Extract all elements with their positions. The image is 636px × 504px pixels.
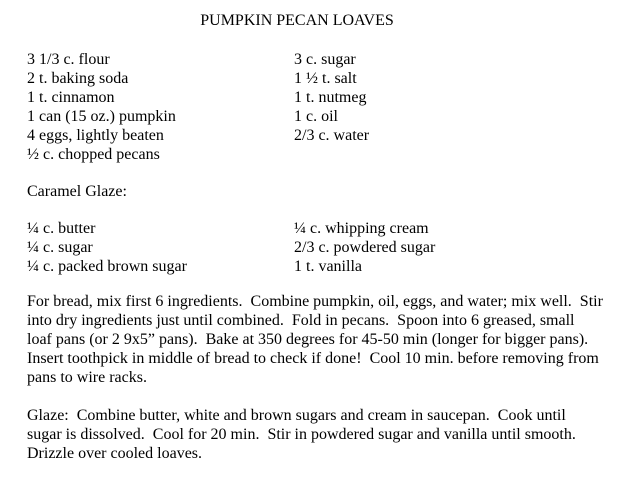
instruction-line: pans to wire racks. <box>27 369 147 386</box>
ingredient-item: 2/3 c. water <box>294 127 370 144</box>
glaze-ingredients-list <box>27 219 636 276</box>
instruction-line: For bread, mix first 6 ingredients. Combine pumpkin, oil, eggs, and water; mix well. Stir <box>27 293 603 310</box>
instruction-line: Drizzle over cooled loaves. <box>27 445 203 462</box>
ingredient-item: ¼ c. sugar <box>27 239 93 256</box>
bread-instructions-paragraph <box>27 292 627 387</box>
ingredient-item: 3 1/3 c. flour <box>27 51 110 68</box>
ingredient-item: ½ c. chopped pecans <box>27 146 160 163</box>
instruction-line: sugar is dissolved. Cool for 20 min. Stir in powdered sugar and vanilla until smooth. <box>27 426 576 443</box>
ingredient-item: 2/3 c. powdered sugar <box>294 239 436 256</box>
recipe-title: PUMPKIN PECAN LOAVES <box>200 12 394 29</box>
ingredient-item: ¼ c. packed brown sugar <box>27 258 187 275</box>
glaze-instructions-paragraph <box>27 406 627 463</box>
ingredient-item: 1 t. cinnamon <box>27 89 115 106</box>
instruction-line: Insert toothpick in middle of bread to check if done! Cool 10 min. before removing from <box>27 350 599 367</box>
ingredient-item: 3 c. sugar <box>294 51 356 68</box>
ingredient-item: 2 t. baking soda <box>27 70 129 87</box>
instruction-line: Glaze: Combine butter, white and brown sugars and cream in saucepan. Cook until <box>27 407 566 424</box>
ingredient-item: 1 t. nutmeg <box>294 89 367 106</box>
instruction-line: into dry ingredients just until combined. Fold in pecans. Spoon into 6 greased, small <box>27 312 575 329</box>
ingredient-item: 4 eggs, lightly beaten <box>27 127 164 144</box>
instruction-line: loaf pans (or 2 9x5” pans). Bake at 350 degrees for 45-50 min (longer for bigger pans). <box>27 331 589 348</box>
bread-ingredients-list <box>27 50 636 164</box>
ingredient-item: 1 t. vanilla <box>294 258 362 275</box>
ingredient-item: ¼ c. butter <box>27 220 96 237</box>
ingredient-item: ¼ c. whipping cream <box>294 220 429 237</box>
ingredient-item: 1 ½ t. salt <box>294 70 357 87</box>
ingredient-item: 1 c. oil <box>294 108 338 125</box>
glaze-section-heading: Caramel Glaze: <box>27 183 127 200</box>
ingredient-item <box>294 145 636 164</box>
ingredient-item: 1 can (15 oz.) pumpkin <box>27 108 176 125</box>
